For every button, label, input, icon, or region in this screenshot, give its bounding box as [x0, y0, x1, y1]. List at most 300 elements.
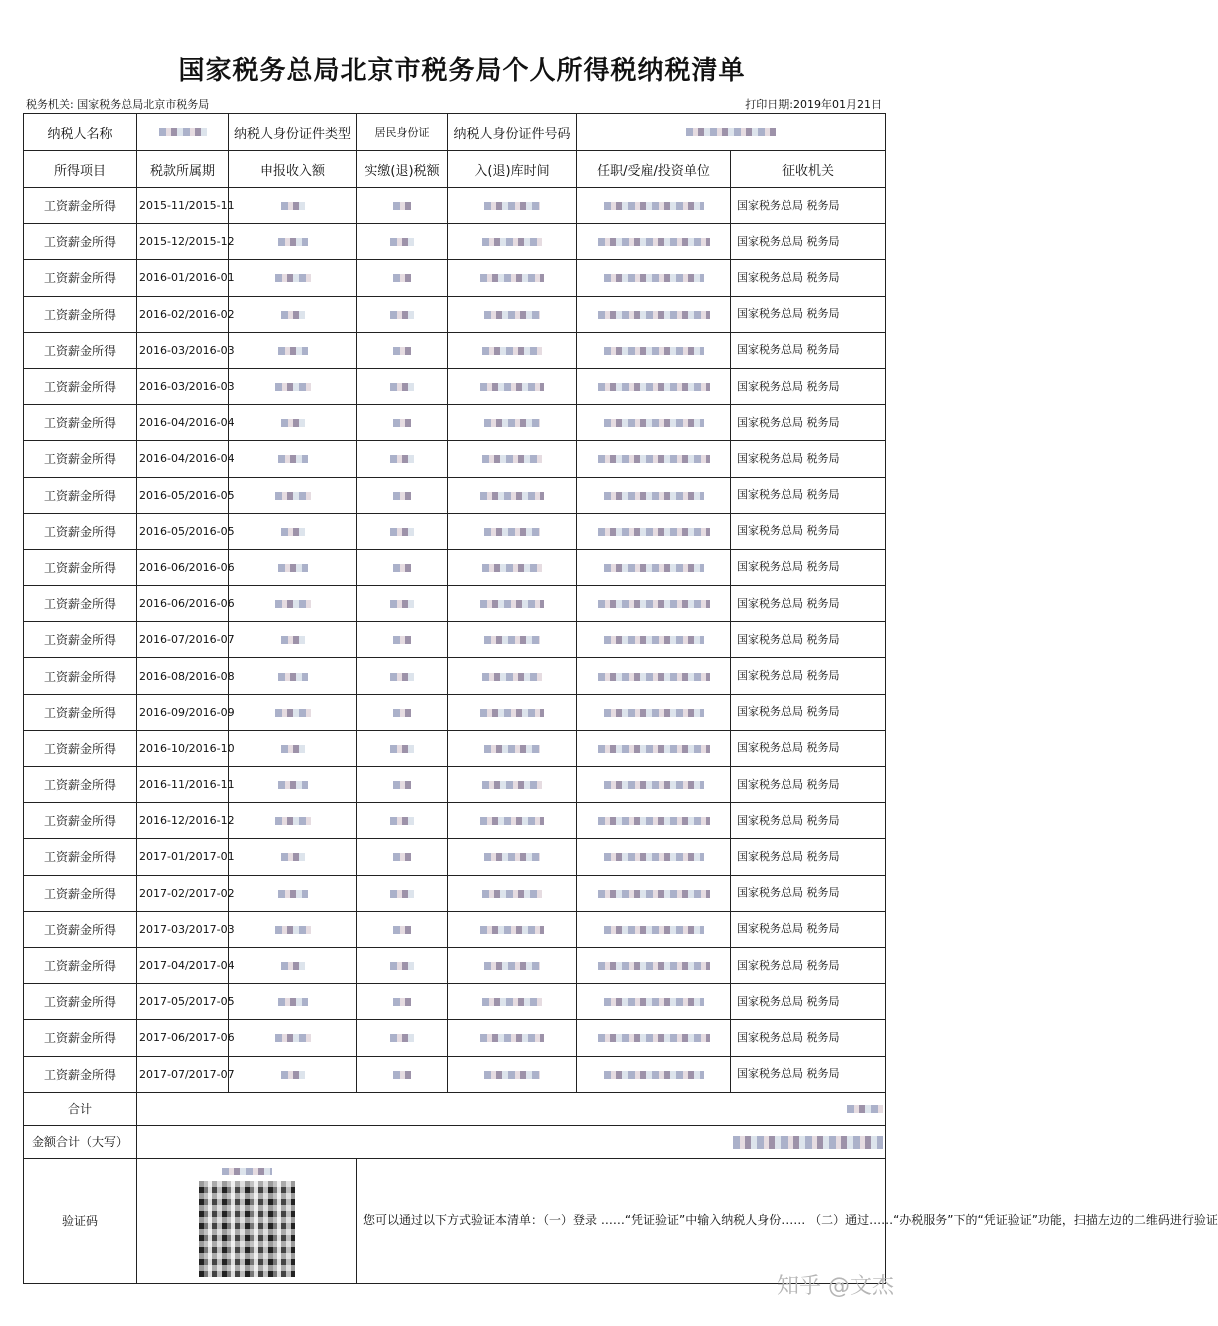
tax-office: 国家税务总局 税务局	[731, 477, 886, 513]
name-value	[137, 114, 229, 151]
redacted-cell	[448, 549, 577, 585]
redaction-mask	[598, 383, 710, 391]
redaction-mask	[484, 745, 540, 753]
redacted-cell	[448, 188, 577, 224]
redacted-cell	[448, 839, 577, 875]
table-row	[24, 513, 886, 549]
redacted-cell	[577, 441, 731, 477]
column-header: 税款所属期	[137, 151, 229, 188]
redaction-mask	[278, 890, 308, 898]
redacted-cell	[448, 1020, 577, 1056]
table-row	[24, 477, 886, 513]
redacted-cell	[229, 513, 357, 549]
total-value	[137, 1092, 886, 1125]
redaction-mask	[598, 455, 710, 463]
income-item: 工资薪金所得	[24, 224, 137, 260]
redacted-cell	[229, 1020, 357, 1056]
redaction-mask	[275, 600, 311, 608]
redacted-cell	[357, 188, 448, 224]
income-item: 工资薪金所得	[24, 730, 137, 766]
redacted-cell	[229, 694, 357, 730]
redacted-cell	[357, 767, 448, 803]
redacted-cell	[229, 803, 357, 839]
table-row	[24, 188, 886, 224]
redacted-cell	[448, 224, 577, 260]
total-caps-value	[137, 1125, 886, 1158]
redacted-cell	[229, 441, 357, 477]
tax-authority-label: 税务机关:	[26, 98, 74, 111]
redacted-cell	[357, 984, 448, 1020]
redacted-cell	[577, 188, 731, 224]
tax-period: 2016-04/2016-04	[137, 405, 229, 441]
tax-period: 2016-02/2016-02	[137, 296, 229, 332]
income-item: 工资薪金所得	[24, 188, 137, 224]
redaction-mask	[604, 781, 704, 789]
redaction-mask	[598, 238, 710, 246]
redaction-mask	[604, 492, 704, 500]
redaction-mask	[604, 998, 704, 1006]
redacted-cell	[577, 730, 731, 766]
table-row	[24, 586, 886, 622]
tax-office: 国家税务总局 税务局	[731, 875, 886, 911]
tax-office: 国家税务总局 税务局	[731, 441, 886, 477]
tax-period: 2017-04/2017-04	[137, 947, 229, 983]
redaction-mask	[390, 1034, 414, 1042]
tax-period: 2017-03/2017-03	[137, 911, 229, 947]
tax-office: 国家税务总局 税务局	[731, 549, 886, 585]
redacted-cell	[229, 549, 357, 585]
income-item: 工资薪金所得	[24, 513, 137, 549]
redacted-cell	[577, 947, 731, 983]
print-date	[745, 96, 882, 112]
income-item: 工资薪金所得	[24, 803, 137, 839]
redaction-mask	[480, 817, 544, 825]
redacted-cell	[357, 803, 448, 839]
redaction-mask	[393, 636, 411, 644]
column-header: 申报收入额	[229, 151, 357, 188]
column-header: 实缴(退)税额	[357, 151, 448, 188]
redaction-mask	[480, 600, 544, 608]
redaction-mask	[393, 926, 411, 934]
table-row	[24, 368, 886, 404]
redaction-mask	[604, 419, 704, 427]
redaction-mask	[482, 347, 542, 355]
total-label: 合计	[24, 1092, 137, 1125]
income-item: 工资薪金所得	[24, 911, 137, 947]
redacted-cell	[448, 260, 577, 296]
redacted-cell	[357, 622, 448, 658]
watermark: 知乎 @文杰	[777, 1274, 894, 1299]
redacted-cell	[577, 513, 731, 549]
redacted-cell	[448, 803, 577, 839]
redacted-cell	[229, 947, 357, 983]
tax-office: 国家税务总局 税务局	[731, 368, 886, 404]
redacted-cell	[357, 658, 448, 694]
redaction-mask	[393, 709, 411, 717]
redaction-mask	[393, 998, 411, 1006]
redacted-cell	[577, 984, 731, 1020]
table-row	[24, 947, 886, 983]
redaction-mask	[482, 998, 542, 1006]
table-row	[24, 405, 886, 441]
redaction-mask	[484, 636, 540, 644]
redacted-cell	[357, 875, 448, 911]
redacted-cell	[577, 549, 731, 585]
redaction-mask	[604, 564, 704, 572]
verify-label: 验证码	[24, 1158, 137, 1283]
redacted-cell	[577, 332, 731, 368]
print-date-value: 2019年01月21日	[793, 98, 882, 111]
tax-office: 国家税务总局 税务局	[731, 658, 886, 694]
redacted-cell	[229, 405, 357, 441]
id-no-value	[577, 114, 886, 151]
table-row	[24, 1020, 886, 1056]
income-item: 工资薪金所得	[24, 658, 137, 694]
redaction-mask	[393, 564, 411, 572]
income-item: 工资薪金所得	[24, 332, 137, 368]
redacted-cell	[229, 586, 357, 622]
redaction-mask	[275, 1034, 311, 1042]
tax-office: 国家税务总局 税务局	[731, 911, 886, 947]
redaction-mask	[275, 383, 311, 391]
redaction-mask	[480, 492, 544, 500]
redaction-mask	[482, 238, 542, 246]
redaction-mask	[278, 998, 308, 1006]
id-no-label: 纳税人身份证件号码	[448, 114, 577, 151]
tax-authority	[26, 96, 209, 112]
redacted-cell	[577, 767, 731, 803]
redacted-cell	[229, 224, 357, 260]
column-header: 任职/受雇/投资单位	[577, 151, 731, 188]
tax-period: 2017-05/2017-05	[137, 984, 229, 1020]
redacted-cell	[577, 368, 731, 404]
redacted-cell	[577, 260, 731, 296]
income-item: 工资薪金所得	[24, 549, 137, 585]
tax-period: 2016-09/2016-09	[137, 694, 229, 730]
table-row	[24, 441, 886, 477]
redaction-mask	[393, 781, 411, 789]
redacted-cell	[448, 441, 577, 477]
income-item: 工资薪金所得	[24, 694, 137, 730]
redacted-cell	[577, 1056, 731, 1092]
redaction-mask	[390, 673, 414, 681]
tax-office: 国家税务总局 税务局	[731, 947, 886, 983]
redaction-mask	[390, 600, 414, 608]
income-item: 工资薪金所得	[24, 1020, 137, 1056]
redaction-mask	[275, 926, 311, 934]
redaction-mask	[598, 962, 710, 970]
table-row	[24, 658, 886, 694]
redaction-mask	[480, 709, 544, 717]
redaction-mask	[598, 528, 710, 536]
redacted-cell	[229, 984, 357, 1020]
redaction-mask	[281, 1071, 305, 1079]
redaction-mask	[482, 673, 542, 681]
tax-period: 2017-06/2017-06	[137, 1020, 229, 1056]
table-row	[24, 296, 886, 332]
tax-period: 2016-01/2016-01	[137, 260, 229, 296]
redacted-cell	[577, 586, 731, 622]
redacted-cell	[357, 947, 448, 983]
income-item: 工资薪金所得	[24, 405, 137, 441]
redacted-cell	[577, 911, 731, 947]
tax-period: 2016-03/2016-03	[137, 332, 229, 368]
redacted-cell	[229, 332, 357, 368]
redaction-mask	[482, 890, 542, 898]
redacted-cell	[229, 622, 357, 658]
redaction-mask	[281, 853, 305, 861]
income-item: 工资薪金所得	[24, 1056, 137, 1092]
redaction-mask	[390, 890, 414, 898]
column-header: 征收机关	[731, 151, 886, 188]
redaction-mask	[598, 1034, 710, 1042]
redaction-mask	[604, 347, 704, 355]
table-row	[24, 549, 886, 585]
qr-code-icon	[199, 1181, 295, 1277]
redaction-mask	[281, 745, 305, 753]
tax-period: 2016-06/2016-06	[137, 549, 229, 585]
redacted-cell	[357, 224, 448, 260]
redacted-cell	[357, 260, 448, 296]
column-header: 入(退)库时间	[448, 151, 577, 188]
redaction-mask	[390, 383, 414, 391]
redacted-cell	[229, 296, 357, 332]
income-item: 工资薪金所得	[24, 586, 137, 622]
redacted-cell	[357, 513, 448, 549]
redacted-cell	[229, 368, 357, 404]
redacted-cell	[357, 332, 448, 368]
redacted-cell	[448, 477, 577, 513]
tax-period: 2017-07/2017-07	[137, 1056, 229, 1092]
redaction-mask	[482, 564, 542, 572]
table-row	[24, 622, 886, 658]
redacted-cell	[229, 658, 357, 694]
id-type-value: 居民身份证	[357, 114, 448, 151]
income-item: 工资薪金所得	[24, 767, 137, 803]
redacted-cell	[448, 911, 577, 947]
redacted-cell	[448, 622, 577, 658]
redacted-cell	[448, 513, 577, 549]
redaction-mask	[604, 274, 704, 282]
redaction-mask	[482, 455, 542, 463]
redacted-cell	[577, 839, 731, 875]
tax-period: 2016-10/2016-10	[137, 730, 229, 766]
redaction-mask	[393, 492, 411, 500]
redaction-mask	[281, 419, 305, 427]
redacted-cell	[577, 694, 731, 730]
tax-period: 2016-03/2016-03	[137, 368, 229, 404]
redaction-mask	[281, 636, 305, 644]
tax-period: 2016-05/2016-05	[137, 513, 229, 549]
tax-period: 2017-02/2017-02	[137, 875, 229, 911]
redaction-mask	[598, 745, 710, 753]
redacted-cell	[448, 296, 577, 332]
tax-office: 国家税务总局 税务局	[731, 188, 886, 224]
redacted-cell	[448, 694, 577, 730]
redacted-cell	[448, 368, 577, 404]
table-row	[24, 694, 886, 730]
id-type-label: 纳税人身份证件类型	[229, 114, 357, 151]
redacted-cell	[577, 1020, 731, 1056]
income-item: 工资薪金所得	[24, 441, 137, 477]
tax-office: 国家税务总局 税务局	[731, 1056, 886, 1092]
redacted-cell	[577, 296, 731, 332]
tax-period: 2015-12/2015-12	[137, 224, 229, 260]
redaction-mask	[604, 1071, 704, 1079]
redaction-mask	[393, 347, 411, 355]
redacted-cell	[229, 875, 357, 911]
tax-authority-value: 国家税务总局北京市税务局	[77, 98, 210, 111]
column-header: 所得项目	[24, 151, 137, 188]
tax-office: 国家税务总局 税务局	[731, 1020, 886, 1056]
redacted-cell	[357, 368, 448, 404]
redaction-mask	[484, 202, 540, 210]
redacted-cell	[357, 839, 448, 875]
redaction-mask	[281, 311, 305, 319]
tax-office: 国家税务总局 税务局	[731, 767, 886, 803]
redaction-mask	[278, 347, 308, 355]
redaction-mask	[480, 926, 544, 934]
redacted-cell	[357, 549, 448, 585]
redaction-mask	[604, 636, 704, 644]
redaction-mask	[278, 673, 308, 681]
table-row	[24, 1056, 886, 1092]
redaction-mask	[281, 962, 305, 970]
document-title: 国家税务总局北京市税务局个人所得税纳税清单	[178, 56, 746, 86]
redacted-cell	[357, 405, 448, 441]
table-row	[24, 984, 886, 1020]
redaction-mask	[484, 419, 540, 427]
redacted-cell	[229, 1056, 357, 1092]
tax-period: 2016-12/2016-12	[137, 803, 229, 839]
redaction-mask	[598, 890, 710, 898]
redacted-cell	[357, 477, 448, 513]
redaction-mask	[390, 238, 414, 246]
income-item: 工资薪金所得	[24, 622, 137, 658]
redaction-mask	[275, 709, 311, 717]
total-row	[24, 1092, 886, 1125]
income-item: 工资薪金所得	[24, 984, 137, 1020]
redaction-mask	[393, 274, 411, 282]
redacted-cell	[357, 441, 448, 477]
redacted-cell	[448, 875, 577, 911]
tax-list-table	[23, 113, 1218, 1284]
redacted-cell	[448, 332, 577, 368]
redacted-cell	[357, 1020, 448, 1056]
redaction-mask	[281, 202, 305, 210]
redacted-cell	[357, 586, 448, 622]
redacted-cell	[229, 911, 357, 947]
tax-office: 国家税务总局 税务局	[731, 803, 886, 839]
redacted-cell	[577, 405, 731, 441]
redacted-cell	[577, 875, 731, 911]
redaction-mask	[278, 455, 308, 463]
redacted-cell	[229, 260, 357, 296]
income-item: 工资薪金所得	[24, 947, 137, 983]
redaction-mask	[278, 238, 308, 246]
print-date-label: 打印日期:	[745, 98, 793, 111]
redaction-mask	[484, 311, 540, 319]
redacted-cell	[357, 296, 448, 332]
redaction-mask	[598, 311, 710, 319]
income-item: 工资薪金所得	[24, 875, 137, 911]
redaction-mask	[393, 202, 411, 210]
table-row	[24, 803, 886, 839]
table-row	[24, 224, 886, 260]
tax-office: 国家税务总局 税务局	[731, 513, 886, 549]
redacted-cell	[577, 658, 731, 694]
income-item: 工资薪金所得	[24, 368, 137, 404]
redaction-mask	[484, 1071, 540, 1079]
redacted-cell	[448, 767, 577, 803]
redacted-cell	[229, 477, 357, 513]
redaction-mask	[484, 962, 540, 970]
redacted-cell	[577, 803, 731, 839]
column-header-row	[24, 151, 886, 188]
redaction-mask	[598, 673, 710, 681]
table-row	[24, 911, 886, 947]
redaction-mask	[482, 781, 542, 789]
redaction-mask	[278, 781, 308, 789]
redacted-cell	[448, 947, 577, 983]
redacted-cell	[448, 984, 577, 1020]
redaction-mask	[604, 202, 704, 210]
tax-office: 国家税务总局 税务局	[731, 224, 886, 260]
tax-office: 国家税务总局 税务局	[731, 839, 886, 875]
tax-office: 国家税务总局 税务局	[731, 296, 886, 332]
redaction-mask	[390, 455, 414, 463]
redacted-cell	[577, 477, 731, 513]
tax-office: 国家税务总局 税务局	[731, 730, 886, 766]
tax-period: 2016-08/2016-08	[137, 658, 229, 694]
redaction-mask	[275, 492, 311, 500]
income-item: 工资薪金所得	[24, 296, 137, 332]
tax-period: 2016-04/2016-04	[137, 441, 229, 477]
tax-period: 2016-07/2016-07	[137, 622, 229, 658]
redaction-mask	[393, 853, 411, 861]
verify-row	[24, 1158, 886, 1283]
redaction-mask	[393, 1071, 411, 1079]
redacted-cell	[448, 730, 577, 766]
redacted-cell	[448, 405, 577, 441]
tax-office: 国家税务总局 税务局	[731, 984, 886, 1020]
redaction-mask	[390, 745, 414, 753]
redacted-cell	[357, 911, 448, 947]
table-row	[24, 875, 886, 911]
redacted-cell	[357, 1056, 448, 1092]
tax-period: 2017-01/2017-01	[137, 839, 229, 875]
table-row	[24, 839, 886, 875]
total-caps-row	[24, 1125, 886, 1158]
income-item: 工资薪金所得	[24, 260, 137, 296]
redacted-cell	[448, 1056, 577, 1092]
redaction-mask	[390, 962, 414, 970]
redaction-mask	[598, 600, 710, 608]
tax-office: 国家税务总局 税务局	[731, 260, 886, 296]
redacted-cell	[577, 224, 731, 260]
redaction-mask	[390, 528, 414, 536]
redaction-mask	[393, 419, 411, 427]
redacted-cell	[577, 622, 731, 658]
redacted-cell	[448, 658, 577, 694]
redacted-cell	[229, 839, 357, 875]
redaction-mask	[604, 926, 704, 934]
verify-note: 您可以通过以下方式验证本清单：（一）登录 ……“凭证验证”中输入纳税人身份…… （二）通过……“办税服务”下的“凭证验证”功能，扫描左边的二维码进行验证	[357, 1158, 886, 1283]
redaction-mask	[604, 853, 704, 861]
tax-period: 2016-05/2016-05	[137, 477, 229, 513]
taxpayer-info-row	[24, 114, 886, 151]
redacted-cell	[229, 767, 357, 803]
